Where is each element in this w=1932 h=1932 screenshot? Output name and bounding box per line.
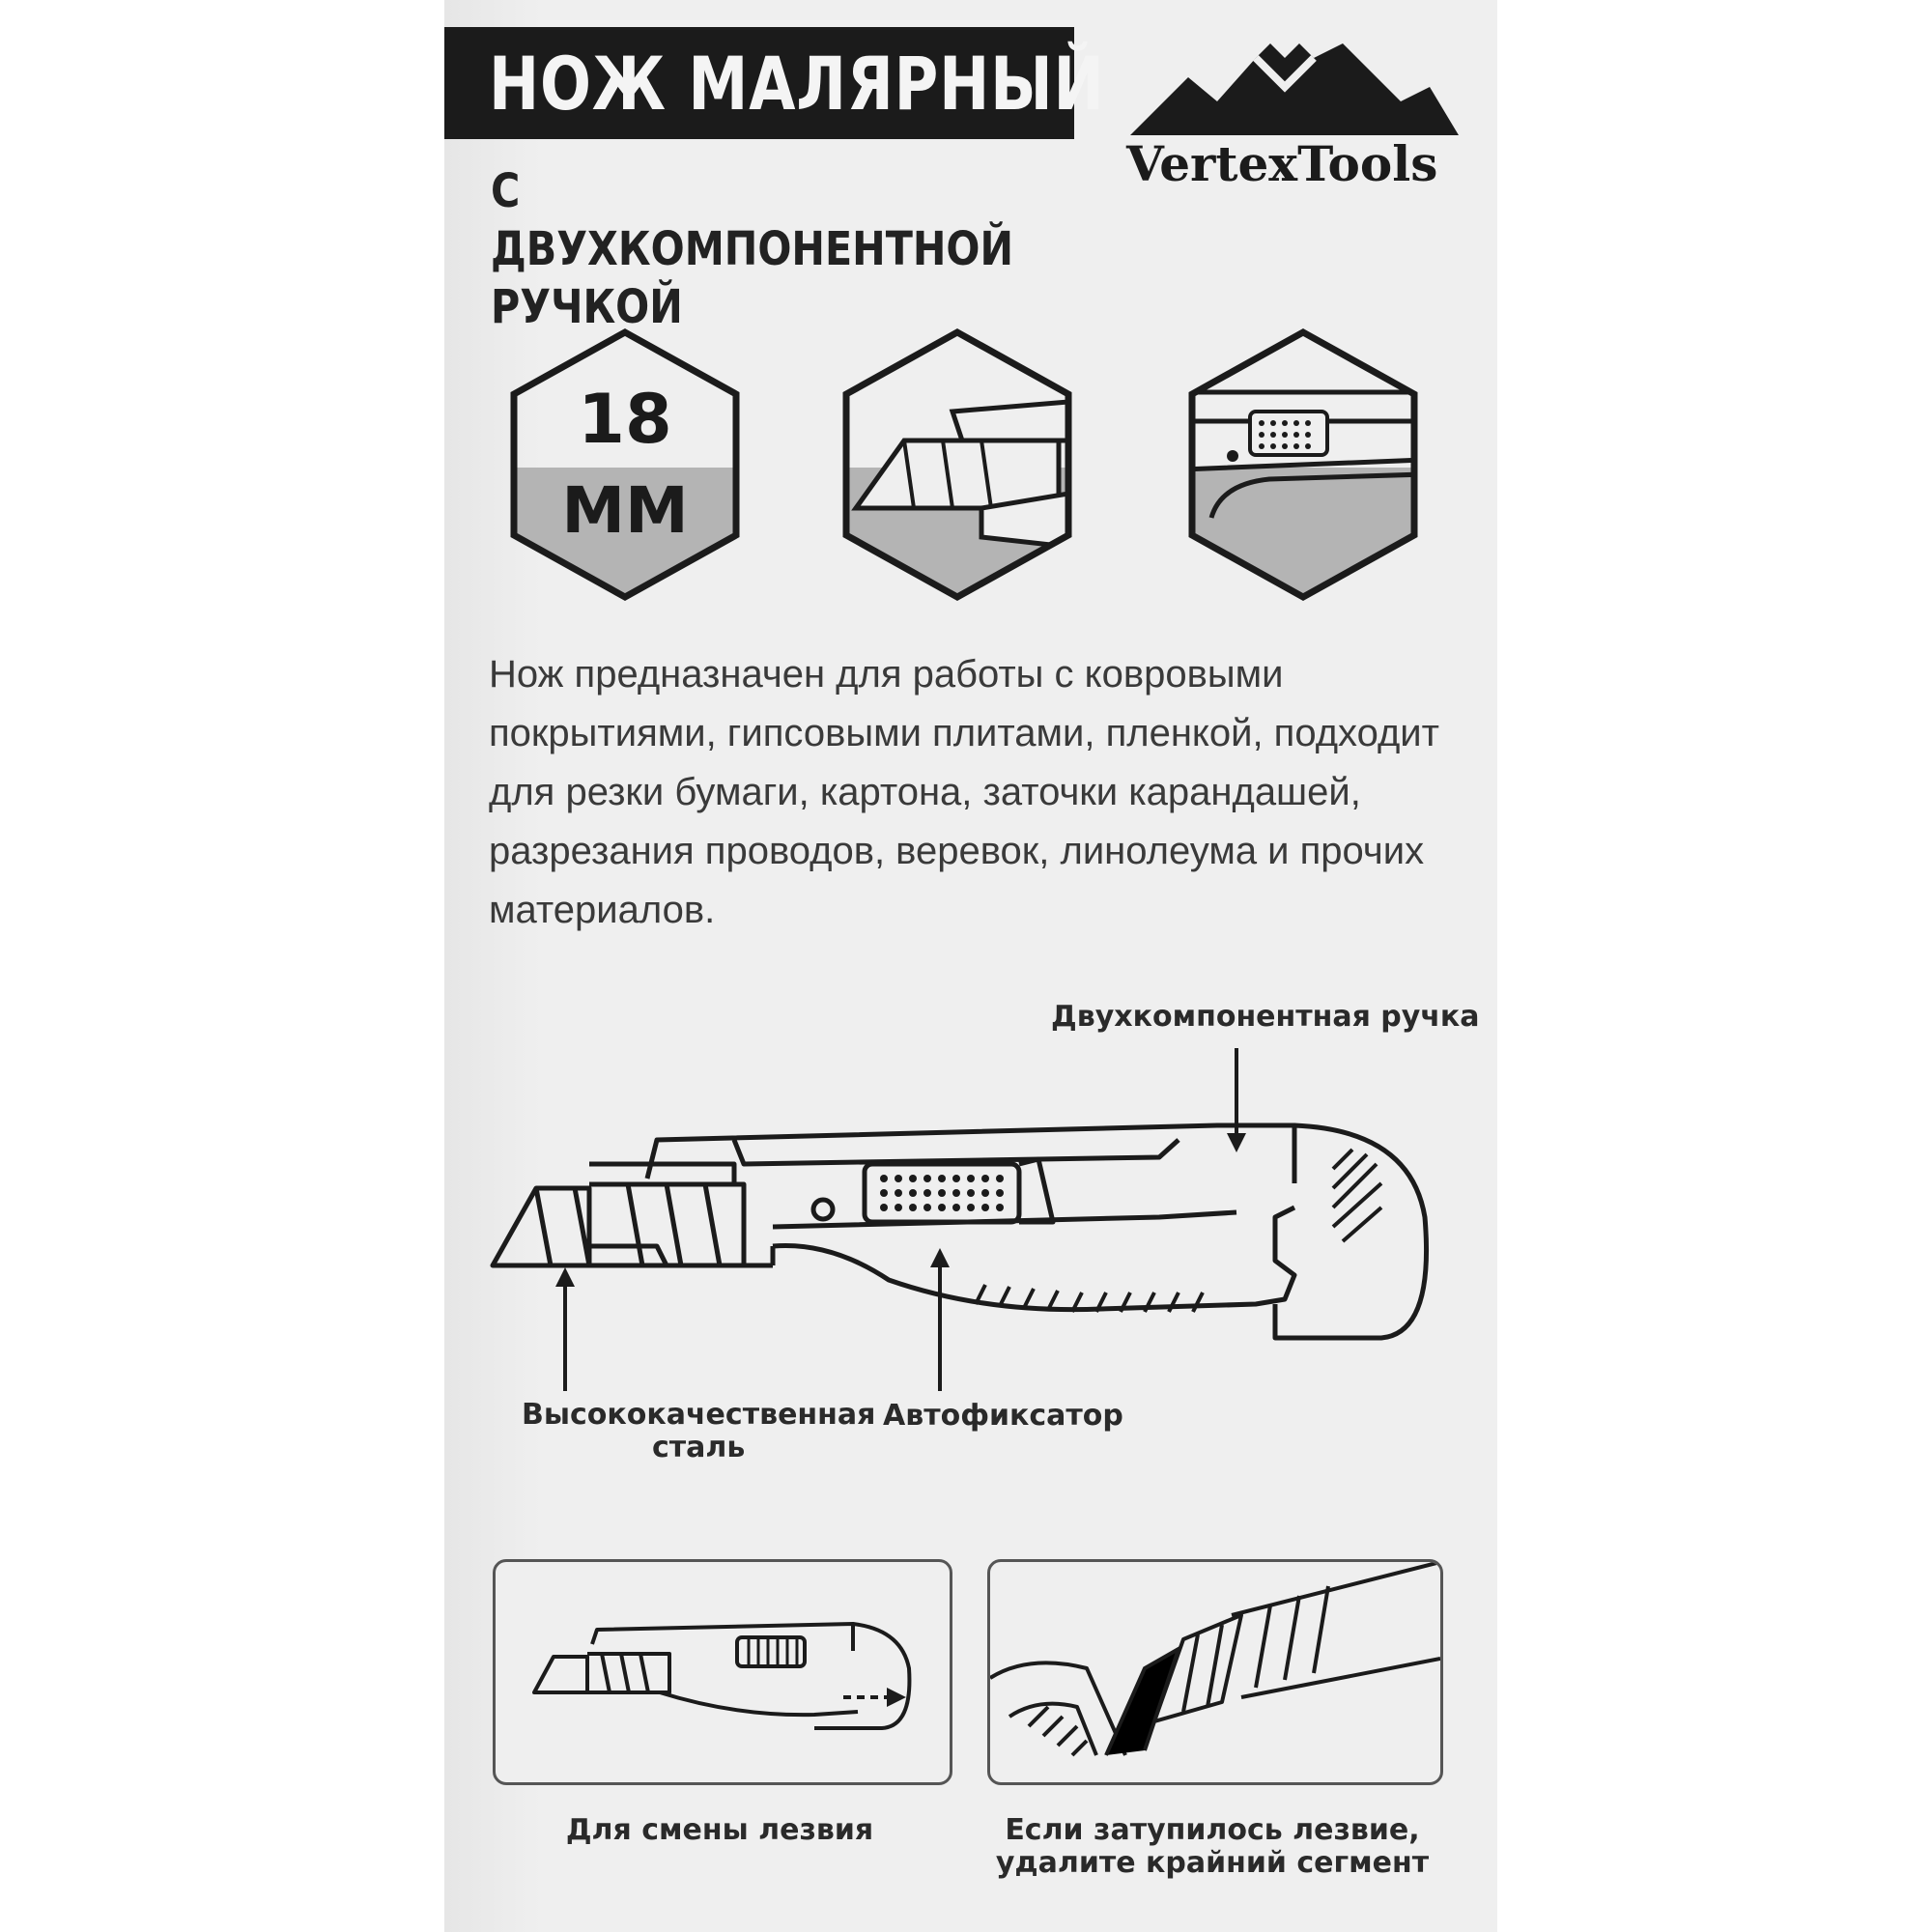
- break-segment-caption-line2: удалите крайний сегмент: [995, 1846, 1430, 1880]
- lock-arrow-icon: [925, 1246, 954, 1391]
- steel-label-line1: Высококачественная: [522, 1398, 876, 1432]
- blade-width-number: 18: [578, 380, 672, 459]
- brand-logo-text: VertexTools: [1126, 135, 1438, 192]
- handle-label: Двухкомпонентная ручка: [1051, 1000, 1480, 1034]
- break-segment-caption-line1: Если затупилось лезвие,: [1005, 1813, 1420, 1847]
- break-segment-caption: [987, 1814, 1437, 1880]
- break-segment-illustration: [987, 1559, 1443, 1785]
- lock-slider-hexagon: [1182, 325, 1424, 605]
- steel-arrow-icon: [551, 1265, 580, 1391]
- steel-label: [522, 1399, 875, 1464]
- knife-diagram: [483, 1111, 1459, 1362]
- change-blade-illustration: [493, 1559, 952, 1785]
- steel-label-line2: сталь: [652, 1431, 746, 1464]
- product-title: НОЖ МАЛЯРНЫЙ: [489, 40, 1105, 127]
- product-subtitle: С ДВУХКОМПОНЕНТНОЙ РУЧКОЙ: [491, 164, 1014, 334]
- lock-label: Автофиксатор: [883, 1399, 1123, 1433]
- product-description: Нож предназначен для работы с ковровыми покрытиями, гипсовыми плитами, пленкой, подходит для резки бумаги, картона, заточки карандашей, разрезания проводов, веревок, линолеума и прочих материалов.: [489, 653, 1439, 931]
- change-blade-knife-icon: [496, 1562, 950, 1782]
- blade-width-hexagon: [504, 325, 746, 605]
- change-blade-caption: Для смены лезвия: [565, 1813, 874, 1847]
- title-banner: [444, 27, 1105, 139]
- blade-segments-hexagon: [837, 325, 1078, 605]
- break-segment-knife-icon: [990, 1562, 1440, 1782]
- blade-width-unit: ММ: [561, 473, 689, 548]
